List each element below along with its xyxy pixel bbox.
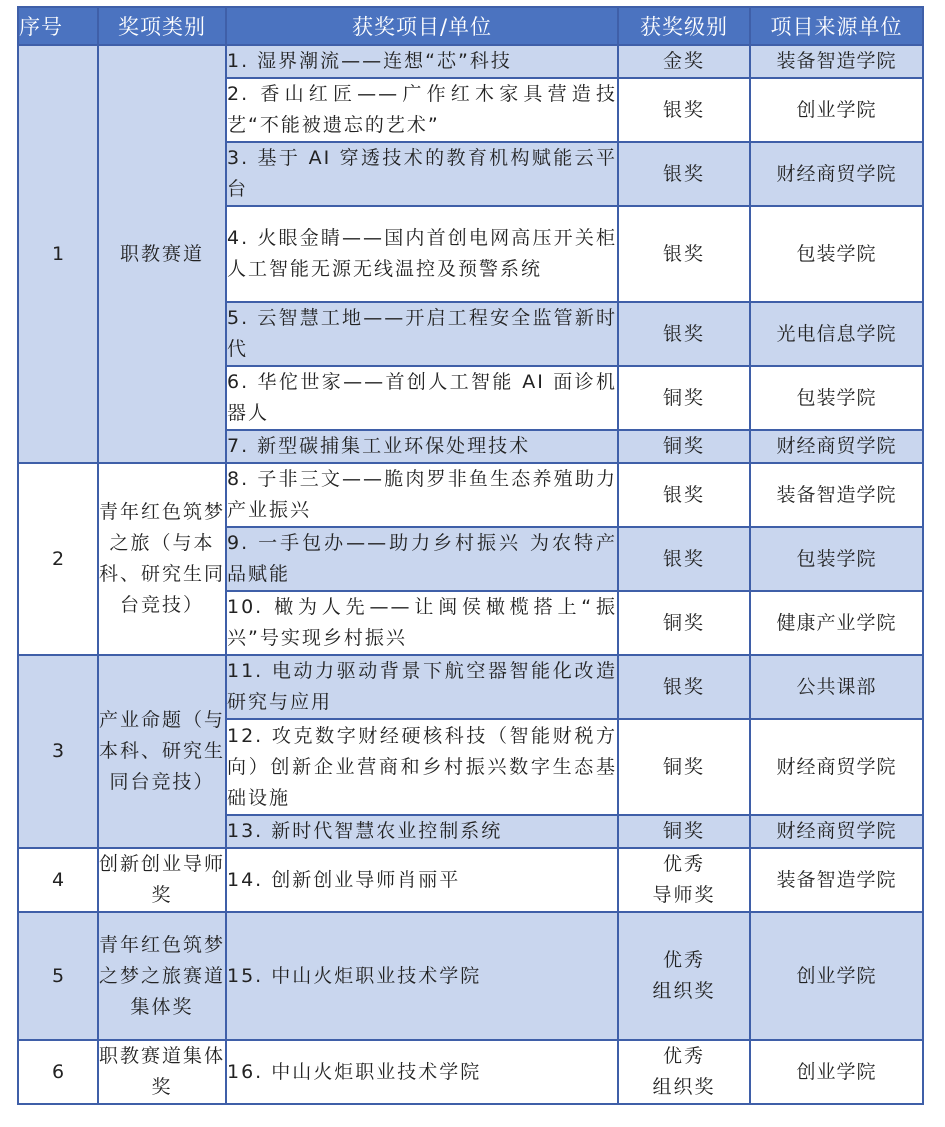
unit-cell: 财经商贸学院 — [750, 719, 923, 815]
awards-table — [17, 6, 924, 1105]
level-line-1: 优秀 — [662, 853, 705, 875]
table-row — [18, 45, 923, 78]
level-cell: 银奖 — [618, 463, 750, 527]
project-cell: 9. 一手包办——助力乡村振兴 为农特产品赋能 — [226, 527, 618, 591]
level-cell — [618, 912, 750, 1040]
seq-cell: 3 — [18, 655, 98, 848]
table-row — [18, 912, 923, 1040]
table-row — [18, 848, 923, 912]
header-seq: 序号 — [18, 7, 98, 45]
level-cell: 银奖 — [618, 655, 750, 719]
level-cell: 铜奖 — [618, 815, 750, 848]
level-cell: 银奖 — [618, 142, 750, 206]
header-row — [18, 7, 923, 45]
project-cell: 12. 攻克数字财经硬核科技（智能财税方向）创新企业营商和乡村振兴数字生态基础设施 — [226, 719, 618, 815]
level-cell: 铜奖 — [618, 591, 750, 655]
category-cell: 青年红色筑梦之梦之旅赛道集体奖 — [98, 912, 226, 1040]
project-cell: 6. 华佗世家——首创人工智能 AI 面诊机器人 — [226, 366, 618, 430]
project-cell: 13. 新时代智慧农业控制系统 — [226, 815, 618, 848]
unit-cell: 装备智造学院 — [750, 848, 923, 912]
project-cell: 7. 新型碳捕集工业环保处理技术 — [226, 430, 618, 463]
header-project: 获奖项目/单位 — [226, 7, 618, 45]
level-cell: 银奖 — [618, 302, 750, 366]
seq-cell: 6 — [18, 1040, 98, 1104]
category-cell: 职教赛道 — [98, 45, 226, 463]
seq-cell: 1 — [18, 45, 98, 463]
unit-cell: 装备智造学院 — [750, 463, 923, 527]
level-line-1: 优秀 — [662, 949, 705, 971]
category-cell: 职教赛道集体奖 — [98, 1040, 226, 1104]
level-line-1: 优秀 — [662, 1045, 705, 1067]
project-cell: 2. 香山红匠——广作红木家具营造技艺“不能被遗忘的艺术” — [226, 78, 618, 142]
project-cell: 16. 中山火炬职业技术学院 — [226, 1040, 618, 1104]
unit-cell: 公共课部 — [750, 655, 923, 719]
level-cell — [618, 1040, 750, 1104]
level-line-2: 导师奖 — [652, 884, 716, 906]
seq-cell: 2 — [18, 463, 98, 655]
unit-cell: 包装学院 — [750, 366, 923, 430]
level-cell: 铜奖 — [618, 719, 750, 815]
unit-cell: 光电信息学院 — [750, 302, 923, 366]
header-category: 奖项类别 — [98, 7, 226, 45]
seq-cell: 4 — [18, 848, 98, 912]
category-cell: 产业命题（与本科、研究生同台竞技） — [98, 655, 226, 848]
category-cell: 青年红色筑梦之旅（与本科、研究生同台竞技） — [98, 463, 226, 655]
project-cell: 3. 基于 AI 穿透技术的教育机构赋能云平台 — [226, 142, 618, 206]
table-row — [18, 463, 923, 527]
unit-cell: 健康产业学院 — [750, 591, 923, 655]
level-cell — [618, 848, 750, 912]
unit-cell: 财经商贸学院 — [750, 142, 923, 206]
unit-cell: 创业学院 — [750, 1040, 923, 1104]
project-cell: 14. 创新创业导师肖丽平 — [226, 848, 618, 912]
project-cell: 4. 火眼金睛——国内首创电网高压开关柜人工智能无源无线温控及预警系统 — [226, 206, 618, 302]
project-cell: 10. 橄为人先——让闽侯橄榄搭上“振兴”号实现乡村振兴 — [226, 591, 618, 655]
seq-cell: 5 — [18, 912, 98, 1040]
project-cell: 11. 电动力驱动背景下航空器智能化改造研究与应用 — [226, 655, 618, 719]
level-cell: 银奖 — [618, 527, 750, 591]
header-unit: 项目来源单位 — [750, 7, 923, 45]
level-cell: 铜奖 — [618, 430, 750, 463]
level-cell: 铜奖 — [618, 366, 750, 430]
header-level: 获奖级别 — [618, 7, 750, 45]
project-cell: 8. 子非三文——脆肉罗非鱼生态养殖助力产业振兴 — [226, 463, 618, 527]
level-cell: 银奖 — [618, 206, 750, 302]
project-cell: 15. 中山火炬职业技术学院 — [226, 912, 618, 1040]
level-line-2: 组织奖 — [652, 1076, 716, 1098]
unit-cell: 创业学院 — [750, 912, 923, 1040]
level-cell: 金奖 — [618, 45, 750, 78]
unit-cell: 包装学院 — [750, 206, 923, 302]
project-cell: 1. 湿界潮流——连想“芯”科技 — [226, 45, 618, 78]
unit-cell: 财经商贸学院 — [750, 815, 923, 848]
project-cell: 5. 云智慧工地——开启工程安全监管新时代 — [226, 302, 618, 366]
unit-cell: 包装学院 — [750, 527, 923, 591]
category-cell: 创新创业导师奖 — [98, 848, 226, 912]
table-row — [18, 655, 923, 719]
unit-cell: 创业学院 — [750, 78, 923, 142]
level-cell: 银奖 — [618, 78, 750, 142]
unit-cell: 装备智造学院 — [750, 45, 923, 78]
table-row — [18, 1040, 923, 1104]
unit-cell: 财经商贸学院 — [750, 430, 923, 463]
level-line-2: 组织奖 — [652, 980, 716, 1002]
